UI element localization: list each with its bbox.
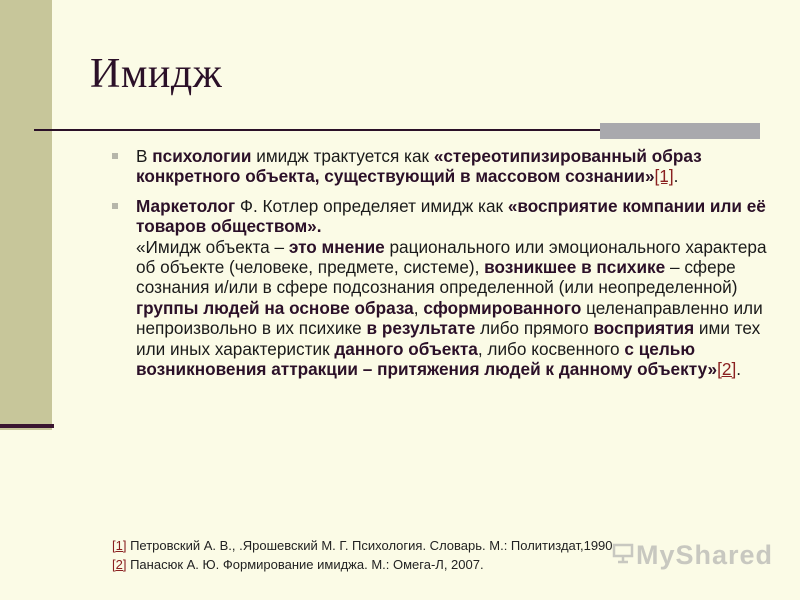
- bullet-psychology: В психологии имидж трактуется как «стереотипизированный образ конкретного объекта, существующий в массовом сознании»[1].: [112, 146, 772, 187]
- bullet-list: [112, 146, 772, 388]
- footnote-link-2[interactable]: [2]: [717, 359, 737, 380]
- footnote-ref-1[interactable]: [1]: [112, 538, 127, 553]
- left-accent-bar: [0, 0, 52, 430]
- square-bullet-icon: [112, 203, 118, 209]
- footnote-1: [1] Петровский А. В., .Ярошевский М. Г. Психология. Словарь. М.: Политиздат,1990.: [112, 538, 617, 553]
- footnote-ref-2[interactable]: [2]: [112, 557, 127, 572]
- presentation-icon: [612, 540, 634, 571]
- left-accent-line: [0, 424, 54, 428]
- watermark-text: MyShared: [636, 540, 774, 570]
- footnotes: [112, 536, 616, 574]
- divider-accent-block: [600, 123, 760, 139]
- square-bullet-icon: [112, 153, 118, 159]
- footnote-2: [2] Панасюк А. Ю. Формирование имиджа. М.: Омега-Л, 2007.: [112, 557, 484, 572]
- slide-title: Имидж: [90, 51, 223, 97]
- bullet-marketing: Маркетолог Ф. Котлер определяет имидж как «восприятие компании или её товаров обществом». «Имидж объекта – это мнение рационального или эмоционального характера об объекте (человеке, предмете, системе), возникшее в психике – сфере сознания и/или в сфере подсознания определенной (или неопределенной) группы людей на основе образа, сформированного целенаправленно или непроизвольно в их психике в результате либо прямого восприятия ими тех или иных характеристик данного объекта, либо косвенного с целью возникновения аттракции – притяжения людей к данному объекту»[2].: [112, 196, 772, 380]
- watermark: [612, 540, 773, 571]
- footnote-link-1[interactable]: [1]: [654, 166, 674, 187]
